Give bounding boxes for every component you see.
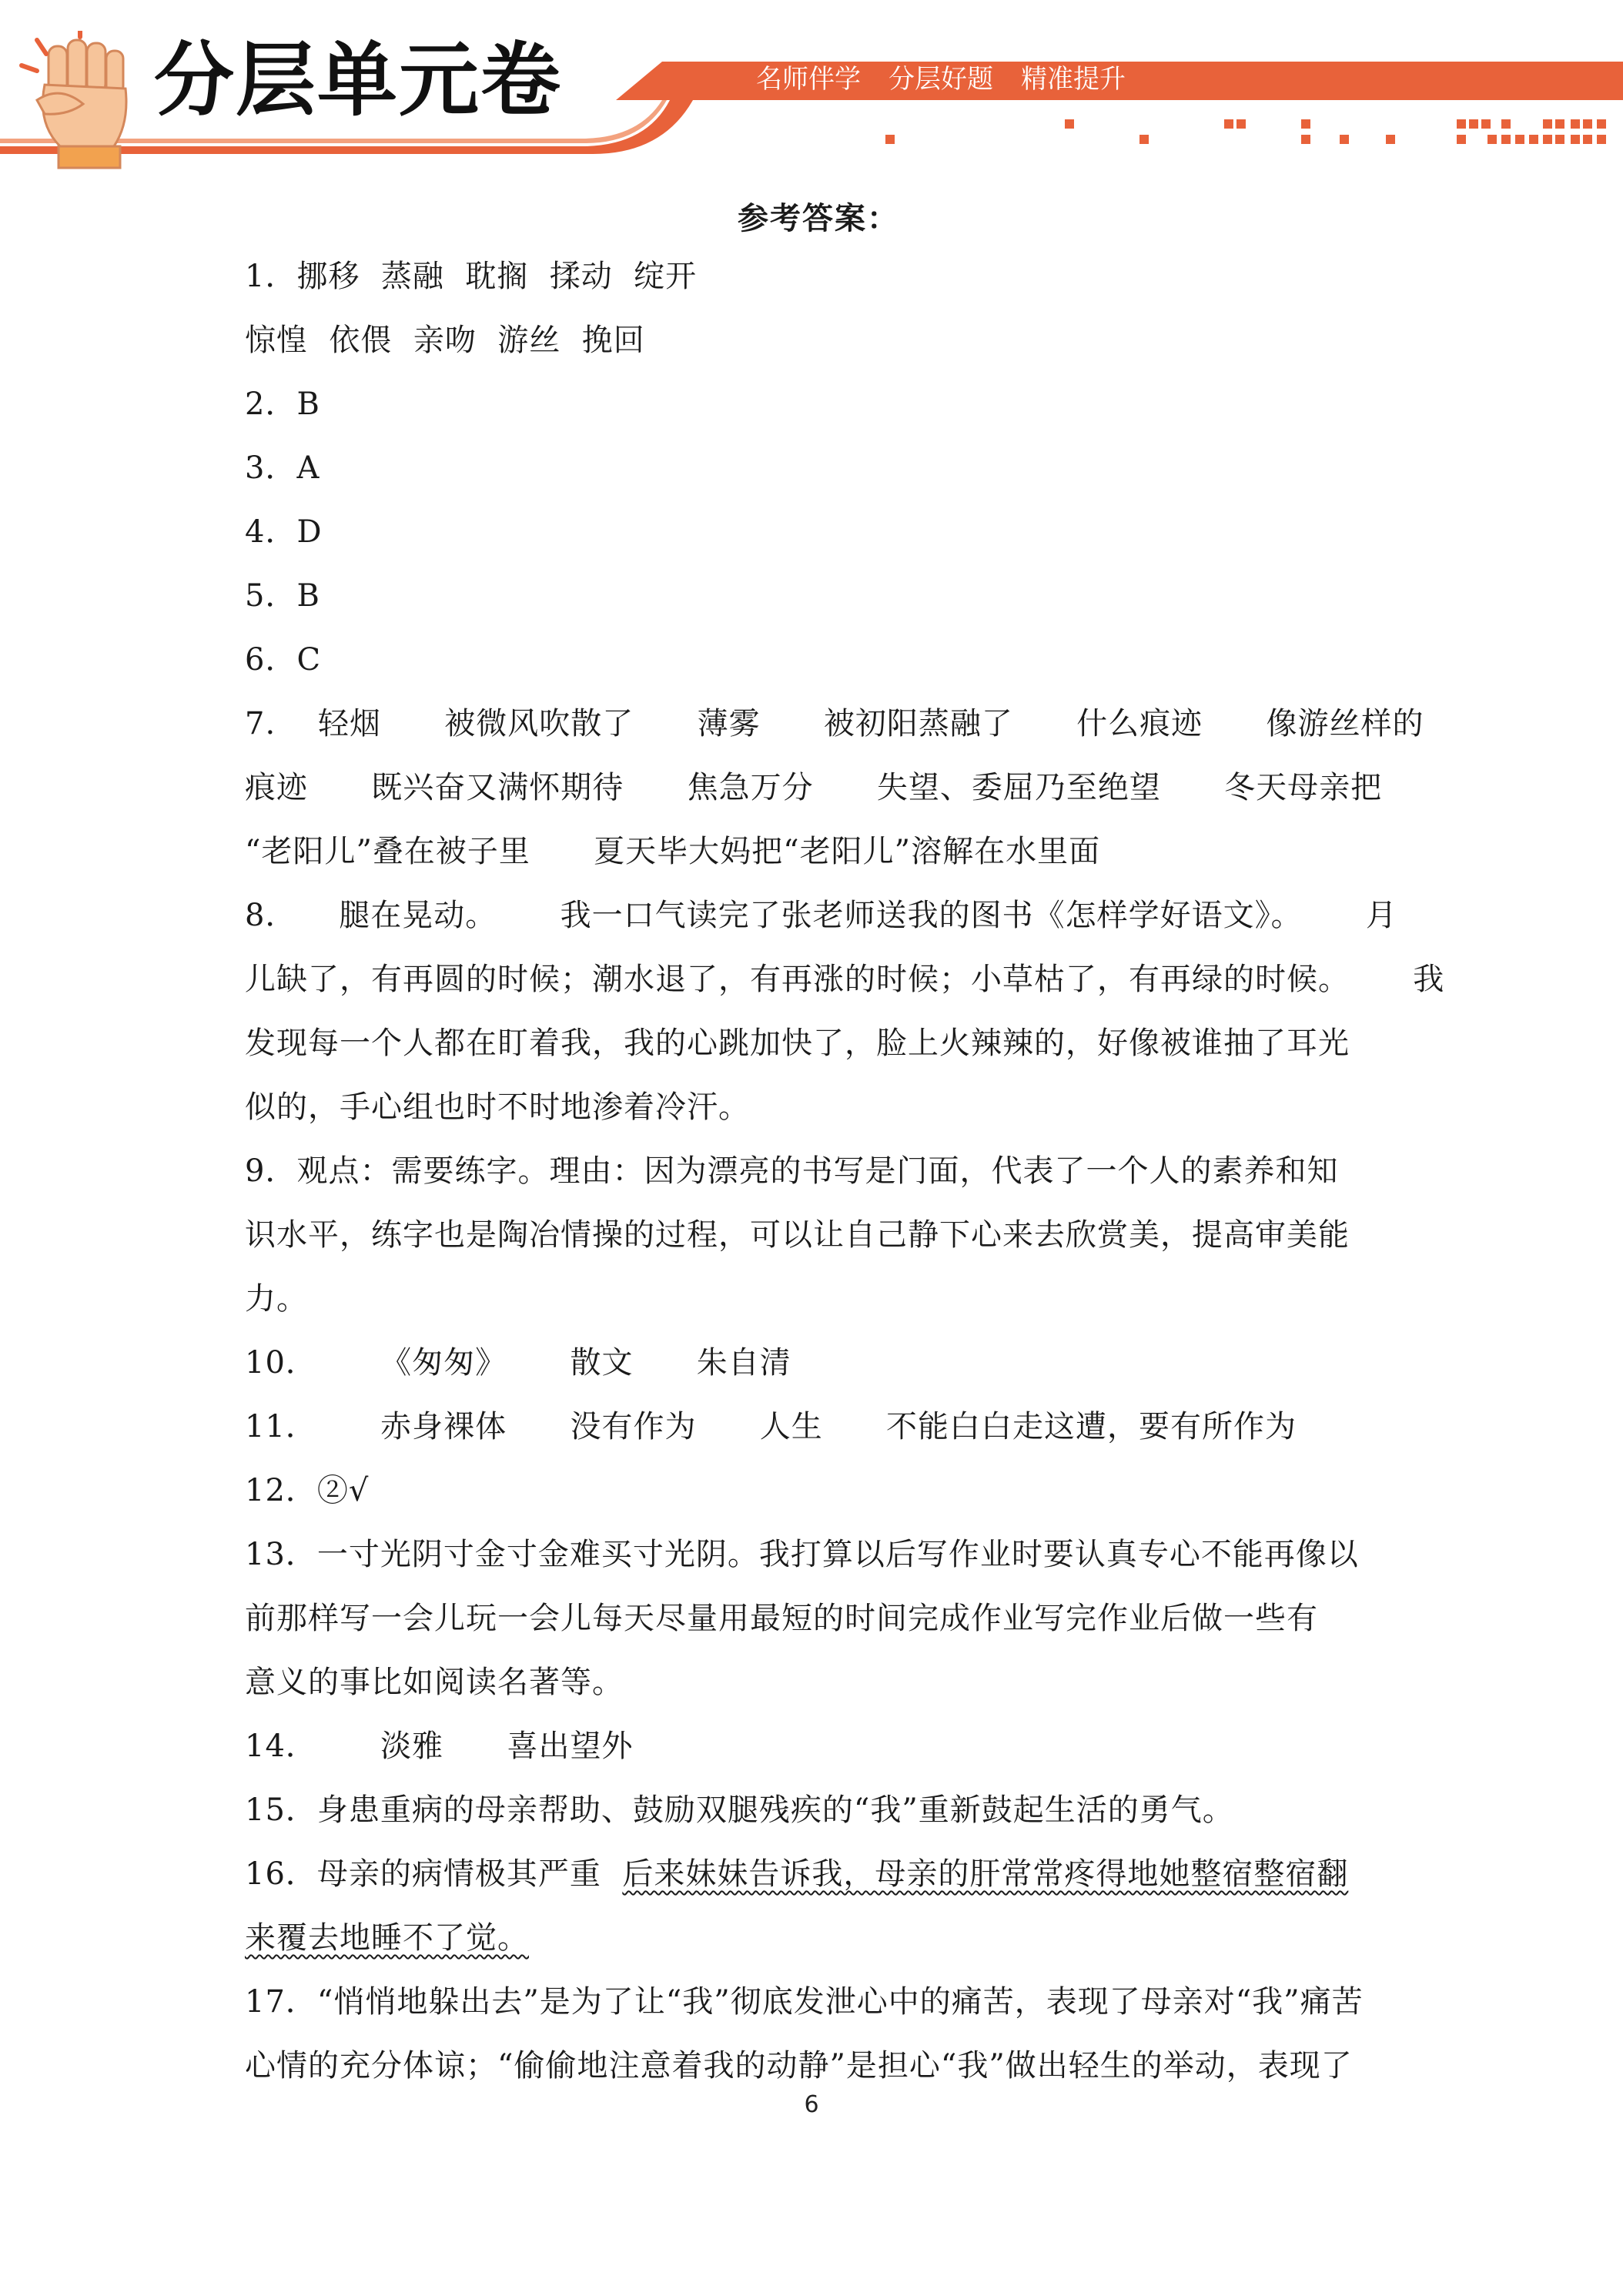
answer-line: 发现每一个人都在盯着我，我的心跳加快了，脸上火辣辣的，好像被谁抽了耳光 <box>245 1026 1350 1061</box>
answer-line: 10． 《匆匆》 散文 朱自清 <box>245 1345 791 1381</box>
brand-title: 分层单元卷 <box>154 33 563 127</box>
slogan-2: 分层好题 <box>888 64 993 95</box>
answer-line: 5．B <box>245 578 320 614</box>
answer-line: 4．D <box>245 514 323 550</box>
answer-16-underlined: 后来妹妹告诉我，母亲的肝常常疼得地她整宿整宿翻 <box>622 1856 1349 1892</box>
answer-line: 9．观点：需要练字。理由：因为漂亮的书写是门面，代表了一个人的素养和知 <box>245 1153 1339 1189</box>
answer-line-16 <box>245 1842 1392 1906</box>
pixel-decoration <box>0 0 1623 177</box>
answer-line: 似的，手心组也时不时地渗着冷汗。 <box>245 1089 750 1125</box>
answer-line: 前那样写一会儿玩一会儿每天尽量用最短的时间完成作业写完作业后做一些有 <box>245 1601 1318 1636</box>
page-number: 6 <box>804 2091 819 2118</box>
answer-line: 1．挪移 蒸融 耽搁 揉动 绽开 <box>245 259 698 294</box>
answer-line: “老阳儿”叠在被子里 夏天毕大妈把“老阳儿”溶解在水里面 <box>245 834 1101 869</box>
answer-line-16-cont <box>245 1906 1392 1970</box>
answer-line: 痕迹 既兴奋又满怀期待 焦急万分 失望、委屈乃至绝望 冬天母亲把 <box>245 770 1383 805</box>
answer-line: 13．一寸光阴寸金寸金难买寸光阴。我打算以后写作业时要认真专心不能再像以 <box>245 1537 1359 1572</box>
answer-line: 7. 轻烟 被微风吹散了 薄雾 被初阳蒸融了 什么痕迹 像游丝样的 <box>245 706 1424 741</box>
answer-line: 力。 <box>245 1281 308 1317</box>
answer-line: 8． 腿在晃动。 我一口气读完了张老师送我的图书《怎样学好语文》。 月 <box>245 898 1397 933</box>
answer-line: 意义的事比如阅读名著等。 <box>245 1665 624 1700</box>
answer-line: 2．B <box>245 387 320 422</box>
answer-line: 6．C <box>245 642 322 678</box>
answer-16-prefix: 16．母亲的病情极其严重 <box>245 1856 623 1892</box>
answer-line-17: 17．“悄悄地躲出去”是为了让“我”彻底发泄心中的痛苦，表现了母亲对“我”痛苦 <box>245 1984 1364 2020</box>
slogan-1: 名师伴学 <box>756 64 861 95</box>
answer-line: 3．A <box>245 450 320 486</box>
answer-line: 15．身患重病的母亲帮助、鼓励双腿残疾的“我”重新鼓起生活的勇气。 <box>245 1792 1234 1828</box>
answer-line: 14． 淡雅 喜出望外 <box>245 1729 634 1764</box>
page-header <box>0 0 1623 177</box>
answer-line: 12．②√ <box>245 1473 370 1508</box>
answer-line: 识水平，练字也是陶冶情操的过程，可以让自己静下心来去欣赏美，提高审美能 <box>245 1217 1350 1253</box>
answer-line-17-cont: 心情的充分体谅；“偷偷地注意着我的动静”是担心“我”做出轻生的举动，表现了 <box>245 2048 1353 2083</box>
answer-line: 惊惶 依偎 亲吻 游丝 挽回 <box>245 323 645 358</box>
answer-heading: 参考答案： <box>738 201 899 236</box>
answer-content <box>245 192 1445 2098</box>
answer-16-underlined-cont: 来覆去地睡不了觉。 <box>245 1920 529 1956</box>
slogan-3: 精准提升 <box>1021 64 1126 95</box>
answer-line: 儿缺了，有再圆的时候；潮水退了，有再涨的时候；小草枯了，有再绿的时候。 我 <box>245 962 1445 997</box>
answer-line: 11． 赤身裸体 没有作为 人生 不能白白走这遭，要有所作为 <box>245 1409 1297 1444</box>
